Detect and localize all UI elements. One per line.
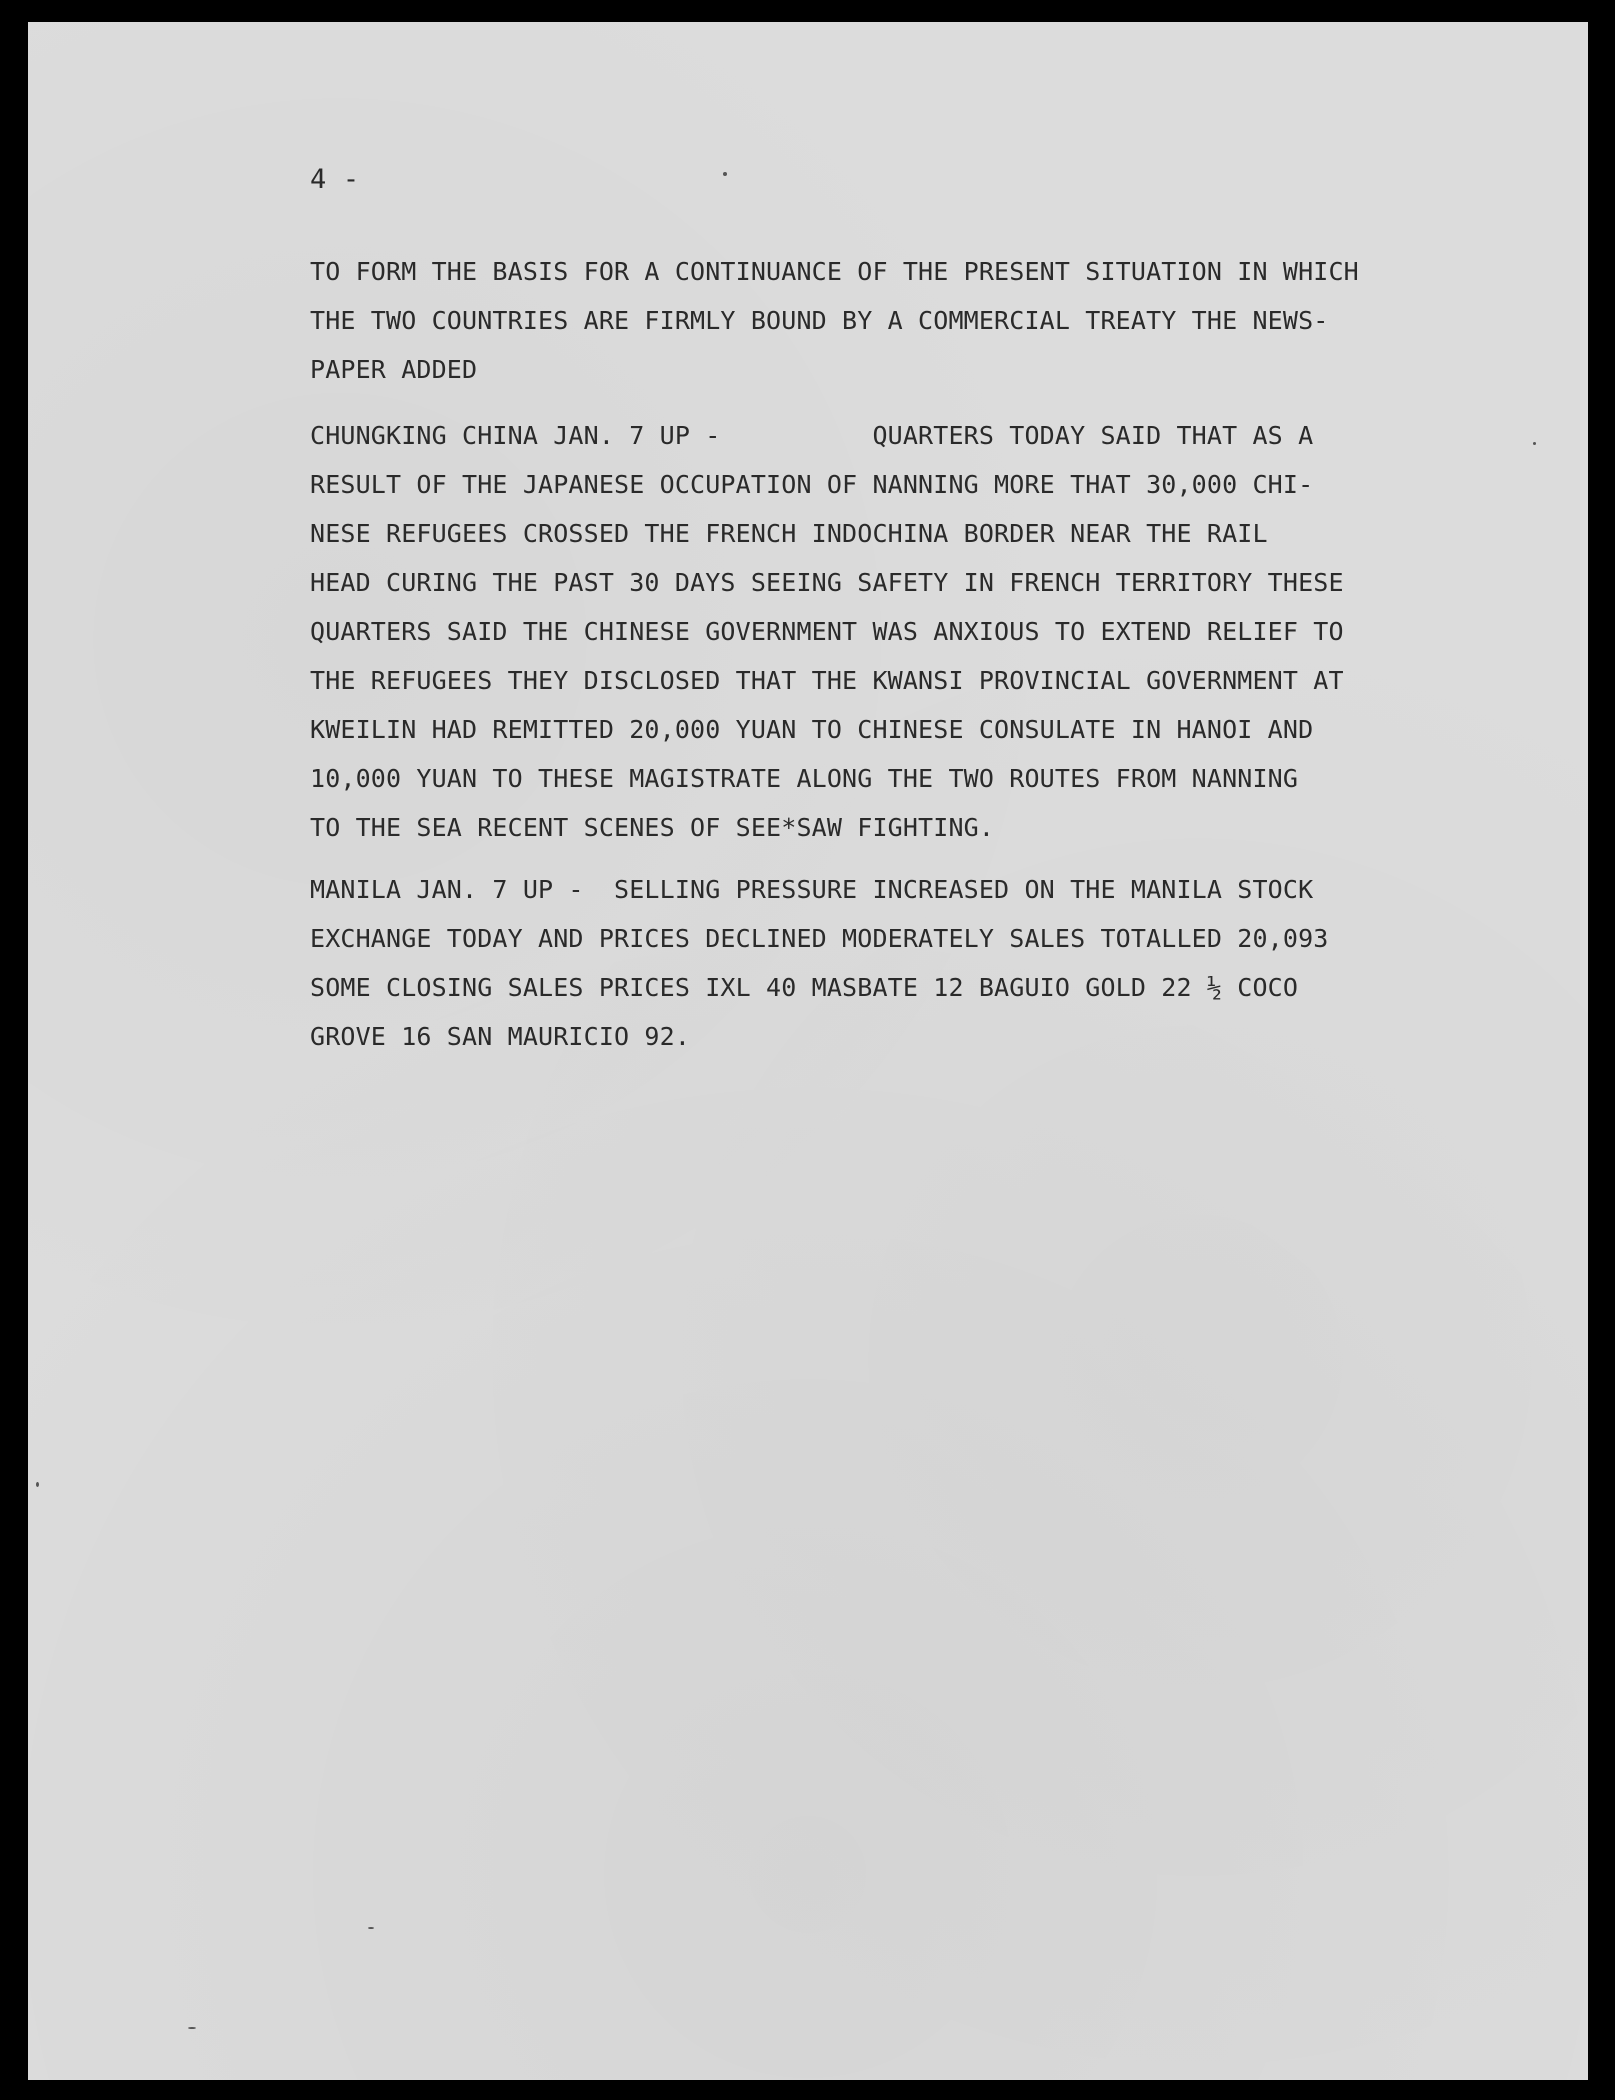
- paper-speck: [188, 2027, 196, 2029]
- text-line: PAPER ADDED: [310, 355, 478, 384]
- text-line: TO THE SEA RECENT SCENES OF SEE*SAW FIGHTING.: [310, 813, 995, 842]
- text-line: THE REFUGEES THEY DISCLOSED THAT THE KWANSI PROVINCIAL GOVERNMENT AT: [310, 666, 1344, 695]
- text-line: THE TWO COUNTRIES ARE FIRMLY BOUND BY A COMMERCIAL TREATY THE NEWS-: [310, 306, 1329, 335]
- text-line: EXCHANGE TODAY AND PRICES DECLINED MODERATELY SALES TOTALLED 20,093: [310, 924, 1329, 953]
- text-line: CHUNGKING CHINA JAN. 7 UP - QUARTERS TODAY SAID THAT AS A: [310, 421, 1314, 450]
- text-line: SOME CLOSING SALES PRICES IXL 40 MASBATE 12 BAGUIO GOLD 22 ½ COCO: [310, 973, 1299, 1002]
- text-line: QUARTERS SAID THE CHINESE GOVERNMENT WAS ANXIOUS TO EXTEND RELIEF TO: [310, 617, 1344, 646]
- text-line: HEAD CURING THE PAST 30 DAYS SEEING SAFETY IN FRENCH TERRITORY THESE: [310, 568, 1344, 597]
- text-line: MANILA JAN. 7 UP - SELLING PRESSURE INCREASED ON THE MANILA STOCK: [310, 875, 1314, 904]
- document-page: [28, 22, 1588, 2080]
- paper-speck: [1533, 442, 1536, 445]
- text-line: TO FORM THE BASIS FOR A CONTINUANCE OF THE PRESENT SITUATION IN WHICH: [310, 257, 1359, 286]
- paper-speck: [723, 172, 727, 176]
- paper-speck: [368, 1927, 374, 1929]
- paragraph-treaty: [310, 247, 1359, 394]
- text-line: NESE REFUGEES CROSSED THE FRENCH INDOCHINA BORDER NEAR THE RAIL: [310, 519, 1268, 548]
- text-line: KWEILIN HAD REMITTED 20,000 YUAN TO CHINESE CONSULATE IN HANOI AND: [310, 715, 1314, 744]
- paragraph-chungking: [310, 411, 1344, 852]
- page-number: 4 -: [310, 164, 360, 195]
- text-line: GROVE 16 SAN MAURICIO 92.: [310, 1022, 691, 1051]
- text-line: 10,000 YUAN TO THESE MAGISTRATE ALONG THE TWO ROUTES FROM NANNING: [310, 764, 1299, 793]
- paragraph-manila: [310, 865, 1329, 1061]
- text-line: RESULT OF THE JAPANESE OCCUPATION OF NANNING MORE THAT 30,000 CHI-: [310, 470, 1314, 499]
- paper-speck: [36, 1482, 39, 1487]
